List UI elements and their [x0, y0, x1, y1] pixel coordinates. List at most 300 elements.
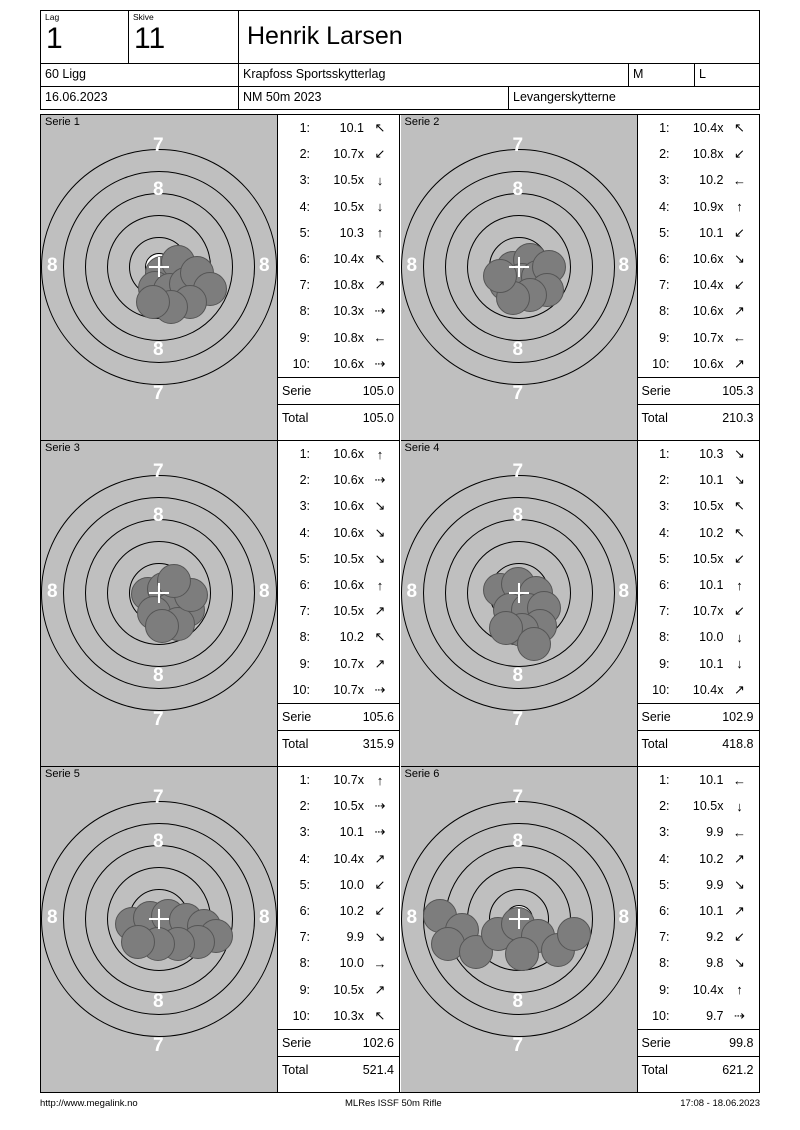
shot-direction-arrow-icon: ↘ [374, 524, 386, 540]
shot-number: 10: [292, 682, 310, 697]
serie-sum-value: 105.6 [362, 709, 394, 724]
skive-value: 11 [134, 22, 166, 55]
ring-number: 7 [153, 787, 164, 808]
shot-row [278, 493, 399, 519]
shot-row [278, 220, 399, 246]
total-sum-label: Total [282, 736, 309, 751]
ring-number: 8 [153, 665, 164, 686]
shot-direction-arrow-icon: ↙ [374, 146, 386, 162]
shot-row [638, 272, 759, 298]
ring-number: 8 [153, 179, 164, 200]
shot-number: 5: [659, 877, 670, 892]
shot-row [638, 298, 759, 324]
shot-direction-arrow-icon: ↗ [374, 603, 386, 619]
shot-value: 10.1 [339, 121, 364, 136]
shot-value: 10.6x [333, 499, 364, 514]
shot-value: 10.8x [333, 278, 364, 293]
shot-number: 10: [292, 1008, 310, 1023]
shot-direction-arrow-icon: ↑ [376, 446, 384, 462]
group-center-marker [509, 257, 529, 277]
shot-number: 7: [299, 930, 310, 945]
shot-value: 10.5x [692, 799, 724, 814]
shot-direction-arrow-icon: ↓ [736, 629, 743, 645]
shot-number: 8: [659, 304, 670, 319]
shot-row [278, 767, 399, 793]
footer-timestamp: 17:08 - 18.06.2023 [680, 1098, 760, 1109]
total-sum-value: 621.2 [722, 1062, 754, 1077]
shot-number: 10: [652, 356, 670, 371]
shot-row [638, 677, 759, 703]
series-panel [41, 441, 401, 767]
series-panel [41, 115, 401, 441]
shot-row [278, 651, 399, 677]
shot-direction-arrow-icon: ↗ [374, 981, 386, 997]
serie-sum-row [638, 703, 759, 730]
ring-number: 8 [406, 255, 418, 276]
shot-number: 3: [299, 825, 310, 840]
shot-direction-arrow-icon: ↘ [374, 550, 386, 566]
shot-value: 10.5x [692, 499, 724, 514]
ring-number: 8 [512, 339, 524, 360]
shot-number: 4: [299, 525, 310, 540]
shot-number: 7: [299, 604, 310, 619]
target-face [401, 441, 638, 767]
report-header [40, 10, 760, 110]
shot-row [638, 246, 759, 272]
ring-number: 8 [512, 831, 524, 852]
shot-row [278, 115, 399, 141]
shot-row [638, 115, 759, 141]
shot-row [278, 351, 399, 377]
shot-number: 1: [659, 773, 670, 788]
shot-value: 10.7x [692, 604, 724, 619]
shot-number: 5: [659, 225, 670, 240]
serie-sum-label: Serie [641, 1035, 671, 1050]
shot-value: 10.0 [339, 956, 364, 971]
serie-sum-label: Serie [641, 709, 671, 724]
total-sum-row [278, 730, 399, 757]
shot-direction-arrow-icon: ↗ [374, 850, 386, 866]
skive-label: Skive [133, 12, 154, 22]
shot-row [638, 572, 759, 598]
shot-number: 8: [299, 630, 310, 645]
shot-direction-arrow-icon: ↙ [734, 277, 745, 293]
ring-number: 7 [512, 787, 524, 808]
shot-value: 10.4x [333, 252, 364, 267]
total-sum-value: 521.4 [362, 1062, 394, 1077]
shot-value: 10.5x [333, 173, 364, 188]
shot-direction-arrow-icon: ↗ [374, 655, 386, 671]
shot-row [278, 572, 399, 598]
total-sum-value: 315.9 [362, 736, 394, 751]
shot-direction-arrow-icon: ↗ [734, 355, 745, 371]
shot-value: 10.1 [699, 656, 724, 671]
serie-sum-label: Serie [641, 383, 671, 398]
shot-number: 7: [299, 278, 310, 293]
shot-hole [505, 937, 539, 971]
shot-direction-arrow-icon: ↖ [734, 524, 745, 540]
shot-row [638, 977, 759, 1003]
group-center-marker [149, 257, 169, 277]
total-sum-label: Total [282, 1062, 309, 1077]
ring-number: 7 [512, 709, 524, 730]
shot-number: 9: [659, 330, 670, 345]
shot-number: 10: [652, 1008, 670, 1023]
serie-sum-value: 102.6 [362, 1035, 394, 1050]
shot-number: 6: [299, 904, 310, 919]
shot-row [278, 872, 399, 898]
shot-row [638, 898, 759, 924]
shot-direction-arrow-icon: ↑ [376, 577, 384, 593]
ring-number: 8 [406, 907, 418, 928]
shot-row [278, 898, 399, 924]
shot-value: 10.1 [339, 825, 364, 840]
shot-value: 10.3x [333, 304, 364, 319]
serie-label: Serie 2 [404, 116, 440, 128]
ring-number: 7 [512, 383, 524, 404]
ring-number: 7 [153, 1035, 164, 1056]
shot-number: 7: [659, 278, 670, 293]
shot-direction-arrow-icon: ↖ [374, 629, 386, 645]
shot-value: 10.7x [333, 656, 364, 671]
shot-value: 10.7x [333, 773, 364, 788]
shot-row [278, 298, 399, 324]
shot-value: 9.2 [706, 930, 724, 945]
ring-number: 8 [47, 907, 58, 928]
shot-row [638, 598, 759, 624]
shot-row [278, 846, 399, 872]
shooter-name-cell [239, 11, 759, 63]
shot-row [638, 325, 759, 351]
shot-direction-arrow-icon: ↙ [374, 903, 386, 919]
target-face [401, 767, 638, 1093]
total-sum-value: 210.3 [722, 410, 754, 425]
total-sum-row [638, 404, 759, 431]
organizer-cell: Levangerskytterne [513, 90, 616, 104]
shot-value: 9.8 [706, 956, 724, 971]
shot-row [638, 493, 759, 519]
serie-sum-row [638, 377, 759, 404]
shot-direction-arrow-icon: ↗ [374, 277, 386, 293]
shot-direction-arrow-icon: ⇢ [374, 798, 386, 814]
shot-row [278, 977, 399, 1003]
shot-row [638, 167, 759, 193]
shot-value: 10.6x [692, 356, 724, 371]
shot-direction-arrow-icon: ↘ [734, 472, 745, 488]
serie-label: Serie 4 [404, 442, 440, 454]
shot-value: 10.7x [333, 147, 364, 162]
shot-number: 1: [299, 121, 310, 136]
shot-number: 1: [299, 773, 310, 788]
shot-row [638, 846, 759, 872]
shot-value: 10.3 [339, 225, 364, 240]
shot-direction-arrow-icon: → [373, 955, 387, 971]
date-cell: 16.06.2023 [41, 87, 239, 109]
total-sum-value: 418.8 [722, 736, 754, 751]
ring-number: 7 [512, 135, 524, 156]
shot-direction-arrow-icon: ↑ [736, 577, 743, 593]
shot-number: 3: [659, 499, 670, 514]
shot-value: 10.7x [692, 330, 724, 345]
shot-number: 7: [659, 930, 670, 945]
ring-number: 8 [259, 255, 270, 276]
shot-value: 10.6x [692, 252, 724, 267]
shot-value: 10.5x [333, 799, 364, 814]
serie-label: Serie 6 [404, 768, 440, 780]
shot-number: 2: [299, 473, 310, 488]
m-cell: M [629, 64, 695, 86]
shot-direction-arrow-icon: ⇢ [374, 824, 386, 840]
shot-row [638, 546, 759, 572]
shot-list [638, 767, 760, 1093]
shot-value: 10.3 [699, 447, 724, 462]
series-panel [41, 767, 401, 1093]
shot-number: 4: [659, 851, 670, 866]
shot-number: 8: [659, 630, 670, 645]
shot-number: 3: [659, 173, 670, 188]
shot-row [278, 141, 399, 167]
shot-row [278, 677, 399, 703]
serie-sum-label: Serie [282, 383, 312, 398]
shooter-name: Henrik Larsen [247, 22, 403, 50]
shot-value: 10.5x [333, 982, 364, 997]
footer-url: http://www.megalink.no [40, 1098, 138, 1109]
serie-sum-row [638, 1029, 759, 1056]
series-panel [401, 115, 761, 441]
ring-number: 8 [512, 179, 524, 200]
serie-label: Serie 1 [45, 116, 80, 128]
shot-number: 9: [299, 330, 310, 345]
skive-cell [129, 11, 239, 63]
ring-number: 8 [259, 581, 270, 602]
total-sum-row [638, 1056, 759, 1083]
shot-row [638, 950, 759, 976]
shot-number: 1: [299, 447, 310, 462]
shot-row [638, 220, 759, 246]
shot-number: 7: [659, 604, 670, 619]
l-cell: L [699, 67, 706, 81]
shot-direction-arrow-icon: ↗ [734, 850, 745, 866]
shot-direction-arrow-icon: ↘ [734, 955, 745, 971]
ring-number: 8 [153, 831, 164, 852]
serie-sum-row [278, 1029, 399, 1056]
shot-row [278, 194, 399, 220]
shot-number: 6: [659, 578, 670, 593]
shot-value: 10.5x [692, 551, 724, 566]
shot-value: 10.9x [692, 199, 724, 214]
shot-value: 10.6x [333, 578, 364, 593]
shot-direction-arrow-icon: ⇢ [734, 1007, 745, 1023]
ring-number: 8 [618, 907, 630, 928]
shot-list [278, 115, 400, 441]
group-center-marker [509, 909, 529, 929]
shot-row [278, 819, 399, 845]
shot-direction-arrow-icon: ↗ [734, 903, 745, 919]
shot-row [638, 194, 759, 220]
shot-number: 5: [299, 551, 310, 566]
shot-number: 2: [299, 147, 310, 162]
shot-direction-arrow-icon: ↘ [734, 446, 745, 462]
shot-number: 4: [299, 851, 310, 866]
shot-hole [517, 627, 551, 661]
shot-direction-arrow-icon: ↓ [376, 199, 384, 215]
shot-list [638, 441, 760, 767]
shot-value: 10.5x [333, 604, 364, 619]
shot-row [278, 441, 399, 467]
shot-direction-arrow-icon: ↖ [734, 120, 745, 136]
group-center-marker [149, 583, 169, 603]
serie-sum-label: Serie [282, 709, 312, 724]
shot-row [638, 819, 759, 845]
shot-row [638, 767, 759, 793]
shot-row [638, 624, 759, 650]
shot-number: 4: [659, 199, 670, 214]
target-face [41, 767, 278, 1093]
shot-number: 8: [299, 304, 310, 319]
target-face [41, 441, 278, 767]
shot-row [278, 272, 399, 298]
shot-number: 6: [299, 578, 310, 593]
shot-hole [136, 285, 170, 319]
serie-sum-value: 99.8 [729, 1035, 754, 1050]
shot-value: 10.6x [333, 447, 364, 462]
shot-value: 10.4x [692, 278, 724, 293]
shot-value: 9.9 [706, 825, 724, 840]
shot-number: 2: [299, 799, 310, 814]
shot-value: 10.5x [333, 551, 364, 566]
shot-direction-arrow-icon: ← [733, 172, 746, 188]
shot-number: 4: [659, 525, 670, 540]
total-sum-row [638, 730, 759, 757]
footer-program: MLRes ISSF 50m Rifle [345, 1098, 442, 1109]
shot-row [638, 467, 759, 493]
shot-value: 10.0 [339, 877, 364, 892]
series-grid [40, 114, 760, 1092]
shot-direction-arrow-icon: ⇢ [374, 472, 386, 488]
shot-list [278, 767, 400, 1093]
shot-value: 10.4x [692, 121, 724, 136]
shot-direction-arrow-icon: ↑ [376, 225, 384, 241]
target-face [401, 115, 638, 441]
shot-row [278, 1003, 399, 1029]
shot-value: 10.2 [339, 904, 364, 919]
shot-row [638, 351, 759, 377]
shot-value: 10.1 [699, 773, 724, 788]
shot-value: 10.1 [699, 578, 724, 593]
series-panel [401, 767, 761, 1093]
ring-number: 8 [153, 505, 164, 526]
shot-direction-arrow-icon: ↘ [734, 251, 745, 267]
shot-row [278, 793, 399, 819]
shot-direction-arrow-icon: ↙ [734, 224, 745, 240]
lag-value: 1 [46, 22, 63, 55]
shot-direction-arrow-icon: ↙ [734, 550, 745, 566]
shot-direction-arrow-icon: ← [733, 772, 746, 788]
shot-row [278, 520, 399, 546]
shot-list [278, 441, 400, 767]
shot-value: 10.2 [699, 851, 724, 866]
shot-direction-arrow-icon: ↖ [374, 120, 386, 136]
ring-number: 8 [153, 991, 164, 1012]
serie-sum-label: Serie [282, 1035, 312, 1050]
shot-number: 10: [292, 356, 310, 371]
lag-label: Lag [45, 12, 60, 22]
shot-direction-arrow-icon: ↓ [736, 798, 743, 814]
ring-number: 7 [153, 383, 164, 404]
total-sum-label: Total [282, 410, 309, 425]
shot-row [278, 325, 399, 351]
shot-number: 3: [299, 499, 310, 514]
shot-number: 6: [659, 904, 670, 919]
shot-value: 10.1 [699, 904, 724, 919]
ring-number: 8 [512, 665, 524, 686]
shot-direction-arrow-icon: ← [733, 330, 746, 346]
shot-direction-arrow-icon: ⇢ [374, 355, 386, 371]
shot-row [278, 950, 399, 976]
ring-number: 8 [47, 255, 58, 276]
shot-number: 1: [659, 447, 670, 462]
shot-value: 10.2 [699, 173, 724, 188]
ring-number: 7 [512, 461, 524, 482]
series-row [41, 115, 760, 441]
group-center-marker [149, 909, 169, 929]
group-center-marker [509, 583, 529, 603]
ring-number: 7 [153, 709, 164, 730]
shot-number: 9: [659, 982, 670, 997]
shot-number: 3: [299, 173, 310, 188]
shot-number: 1: [659, 121, 670, 136]
shot-direction-arrow-icon: ↑ [736, 199, 743, 215]
shot-number: 10: [652, 682, 670, 697]
target-face [41, 115, 278, 441]
shot-value: 10.2 [339, 630, 364, 645]
shot-value: 10.8x [692, 147, 724, 162]
shot-value: 10.1 [699, 225, 724, 240]
shot-value: 9.9 [346, 930, 364, 945]
shot-number: 5: [659, 551, 670, 566]
class-cell: 60 Ligg [41, 64, 239, 86]
ring-number: 8 [259, 907, 270, 928]
ring-number: 8 [512, 505, 524, 526]
shot-hole [557, 917, 591, 951]
series-panel [401, 441, 761, 767]
total-sum-row [278, 404, 399, 431]
shot-number: 9: [659, 656, 670, 671]
footer-divider [40, 1092, 760, 1093]
shot-value: 10.6x [333, 473, 364, 488]
shot-direction-arrow-icon: ← [373, 330, 387, 346]
total-sum-label: Total [641, 1062, 668, 1077]
series-row [41, 441, 760, 767]
shot-row [638, 520, 759, 546]
serie-label: Serie 5 [45, 768, 80, 780]
shot-value: 10.6x [333, 525, 364, 540]
ring-number: 8 [512, 991, 524, 1012]
shot-value: 10.4x [692, 682, 724, 697]
shot-row [278, 624, 399, 650]
shot-direction-arrow-icon: ↑ [736, 982, 743, 998]
ring-number: 8 [153, 339, 164, 360]
shot-number: 4: [299, 199, 310, 214]
ring-number: 7 [512, 1035, 524, 1056]
shot-row [638, 872, 759, 898]
shot-number: 2: [659, 799, 670, 814]
shot-value: 10.4x [692, 982, 724, 997]
shot-number: 9: [299, 656, 310, 671]
shot-direction-arrow-icon: ↙ [734, 146, 745, 162]
shot-direction-arrow-icon: ↑ [376, 772, 384, 788]
ring-number: 8 [406, 581, 418, 602]
